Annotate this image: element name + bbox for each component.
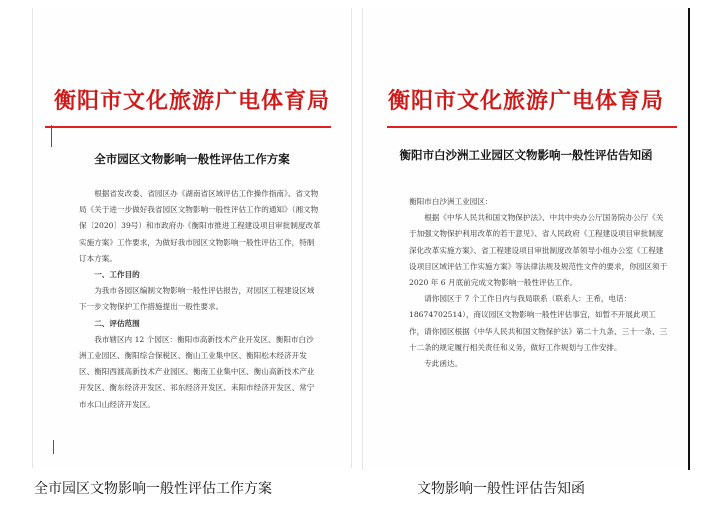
section-heading: 一、工作目的 [94,270,140,280]
paragraph: 根据省发改委、省园区办《湖南省区域评估工作操作指南》、省文物局《关于进一步做好我省园区文物影响一般性评估工作的通知》（湘文物保〔2020〕39号）和市政府办《衡阳市推进工程建设项目审批制度改革实施方案》工作要求，为做好我市园区文物影响一般性评估工作，特制订本方案。 [79,189,321,263]
document-body [79,186,321,413]
document-title: 衡阳市白沙洲工业园区文物影响一般性评估告知函 [399,148,653,162]
paragraph: 为我市各园区编制文物影响一般性评估报告，对园区工程建设区域下一步文物保护工作措施提出一般性要求。 [79,286,315,312]
org-header: 衡阳市文化旅游广电体育局 [387,88,664,114]
right-caption: 文物影响一般性评估告知函 [417,481,585,497]
closing-line: 专此函达。 [424,359,463,369]
binding-mark [53,440,54,454]
org-header: 衡阳市文化旅游广电体育局 [53,88,330,114]
right-document-page [362,8,690,470]
red-divider [45,126,331,128]
section-heading: 二、评估范围 [94,318,140,328]
left-document-page [32,8,352,468]
document-title: 全市园区文物影响一般性评估工作方案 [94,152,290,166]
paragraph: 我市辖区内 12 个园区：衡阳市高新技术产业开发区、衡阳市白沙洲工业园区、衡阳综合保税区、衡山工业集中区、衡阳松木经济开发区、衡阳西渡高新技术产业园区、衡南工业集中区、衡山高新技术产业开发区、衡东经济开发区、祁东经济开发区、耒阳市经济开发区、常宁市水口山经济开发区。 [79,334,315,409]
red-divider [387,126,677,128]
binding-mark [51,125,52,147]
left-caption: 全市园区文物影响一般性评估工作方案 [34,481,272,497]
addressee: 衡阳市白沙洲工业园区： [409,197,493,206]
document-body [409,194,669,372]
paragraph: 根据《中华人民共和国文物保护法》、中共中央办公厅国务院办公厅《关于加强文物保护利用改革的若干意见》、省人民政府《工程建设项目审批制度深化改革实施方案》、省工程建设项目审批制度改革领导小组办公室《工程建设项目区域评估工作实施方案》等法律法规及规范性文件的要求，你园区须于 2020 年 6 月底前完成文物影响一般性评估工作。 [409,213,668,288]
paragraph: 请你园区于 7 个工作日内与我局联系（联系人：王希，电话：18674702514），商议园区文物影响一般性评估事宜，如暂不开展此项工作，请你园区根据《中华人民共和国文物保护法》第二十九条、三十一条、三十二条的规定履行相关责任和义务，做好工作规划与工作安排。 [409,294,668,352]
